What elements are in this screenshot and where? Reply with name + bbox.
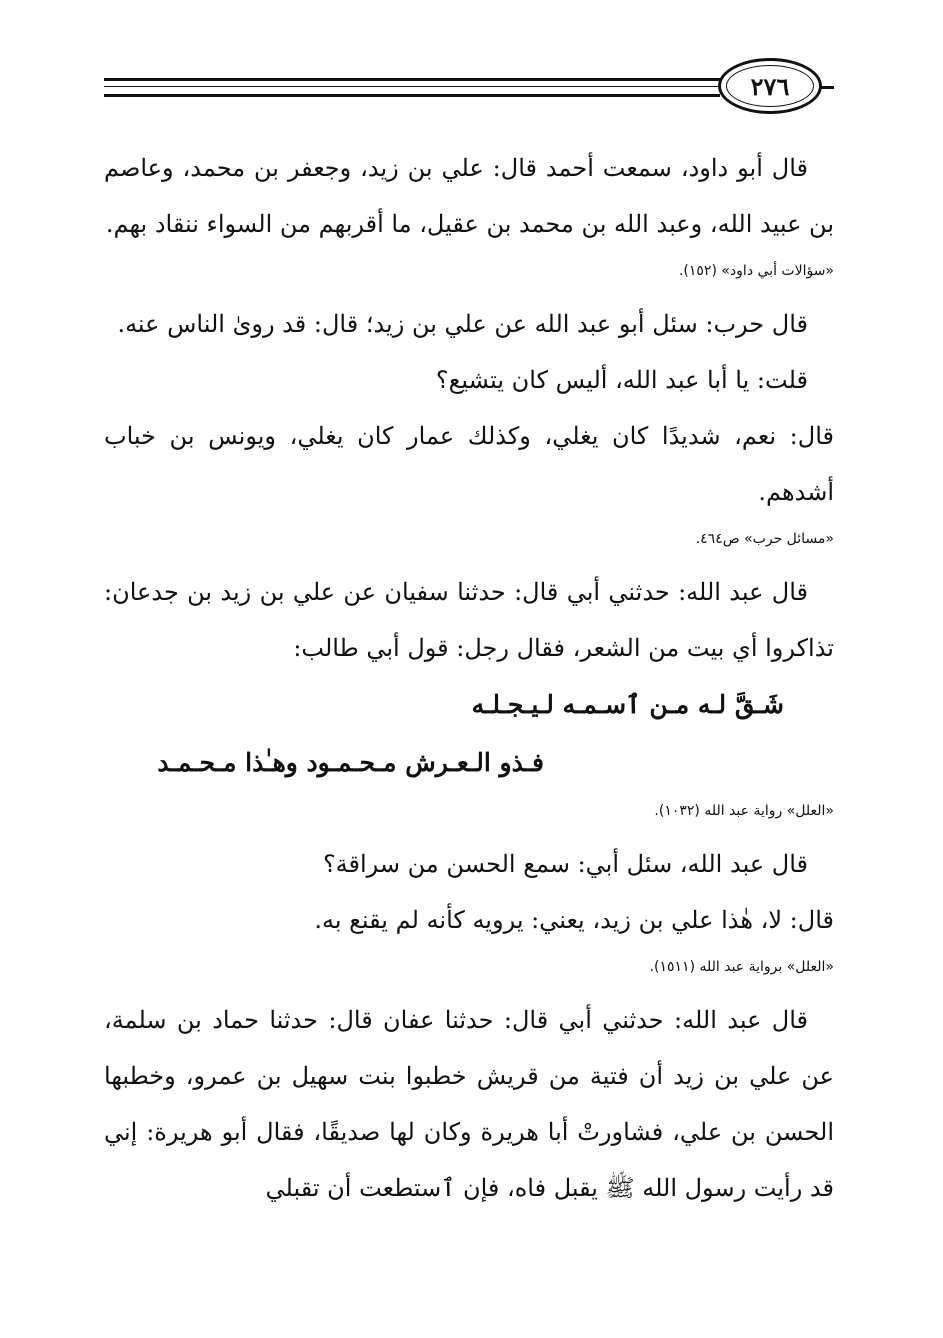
- paragraph: قال: نعم، شديدًا كان يغلي، وكذلك عمار كان يغلي، ويونس بن خباب أشدهم.: [104, 422, 834, 506]
- paragraph: قال: لا، هٰذا علي بن زيد، يعني: يرويه كأنه لم يقنع به.: [314, 906, 834, 934]
- source-citation: «مسائل حرب» ص٤٦٤.: [695, 531, 834, 547]
- header-rule-mid: [104, 86, 720, 87]
- paragraph: قال حرب: سئل أبو عبد الله عن علي بن زيد؛ قال: قد روىٰ الناس عنه.: [117, 310, 808, 338]
- page-number-badge: [718, 58, 822, 114]
- paragraph: قال أبو داود، سمعت أحمد قال: علي بن زيد، وجعفر بن محمد، وعاصم بن عبيد الله، وعبد الله بن محمد بن عقيل، ما أقربهم من السواء ننقاد بهم.: [104, 154, 834, 238]
- header-rule-right: [820, 86, 834, 89]
- header-rule-bottom: [104, 94, 720, 97]
- header-rule-top: [104, 78, 720, 81]
- page-body: [104, 140, 834, 1216]
- poem-verse-second: فـذو الـعـرش مـحـمـود وهـٰذا مـحـمـد: [157, 748, 544, 777]
- paragraph: قال عبد الله، سئل أبي: سمع الحسن من سراقة؟: [322, 850, 808, 878]
- source-citation: «العلل» برواية عبد الله (١٥١١).: [649, 959, 834, 975]
- poem-verse-first: شَـقَّ لـه مـن ٱسـمـه لـيـجـلـه: [471, 690, 784, 719]
- paragraph: قال عبد الله: حدثني أبي قال: حدثنا سفيان عن علي بن زيد بن جدعان: تذاكروا أي بيت من الشعر، فقال رجل: قول أبي طالب:: [104, 578, 834, 662]
- paragraph: قلت: يا أبا عبد الله، أليس كان يتشيع؟: [435, 366, 808, 394]
- paragraph: قال عبد الله: حدثني أبي قال: حدثنا عفان قال: حدثنا حماد بن سلمة، عن علي بن زيد أن فتية من قريش خطبوا بنت سهيل بن عمرو، وخطبها الحسن بن علي، فشاورتْ أبا هريرة وكان لها صديقًا، فقال أبو هريرة: إني قد رأيت رسول الله ﷺ يقبل فاه، فإن ٱستطعت أن تقبلي: [104, 1006, 834, 1202]
- page-number: ٢٧٦: [726, 65, 814, 107]
- source-citation: «سؤالات أبي داود» (١٥٢).: [678, 263, 834, 279]
- source-citation: «العلل» رواية عبد الله (١٠٣٢).: [654, 803, 834, 819]
- page-header: [0, 0, 943, 120]
